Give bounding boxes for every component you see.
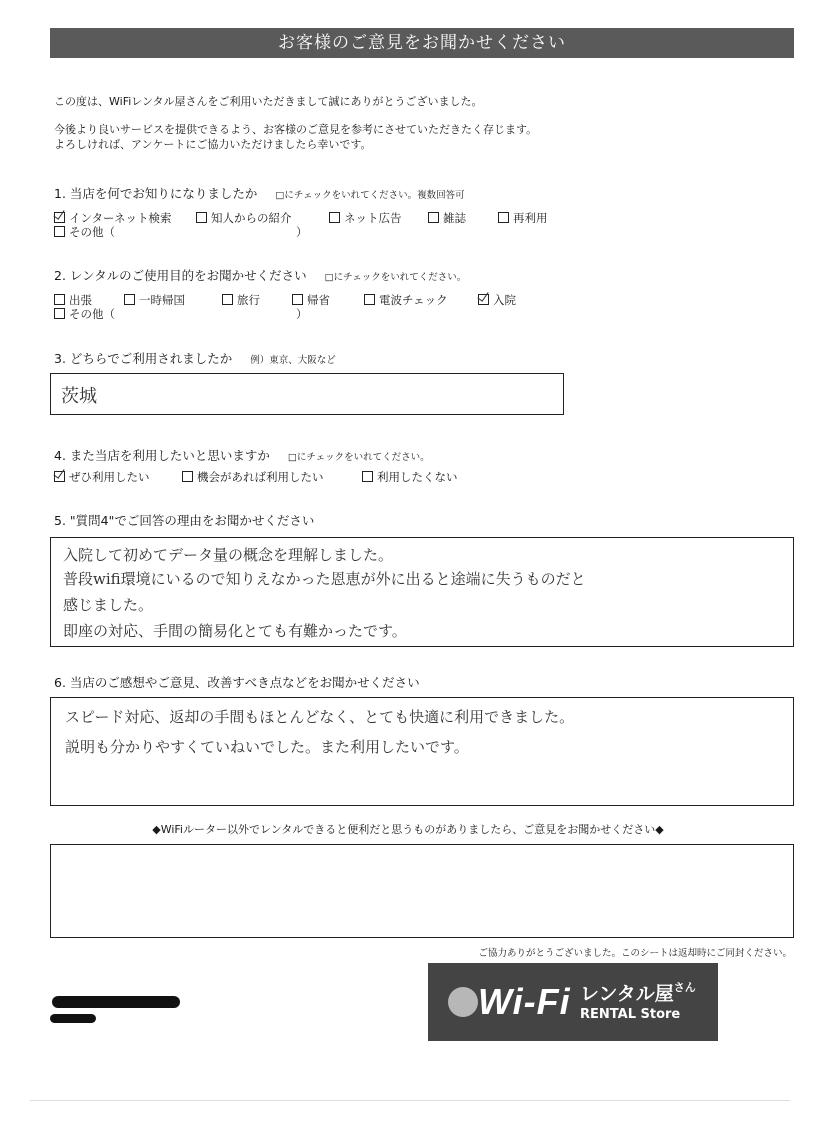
q4-option-definitely[interactable]: ぜひ利用したい — [54, 469, 150, 485]
q1-title: 1. 当店を何でお知りになりましたか — [54, 186, 258, 201]
q5-answer-line: 感じました。 — [63, 596, 154, 614]
bottom-rule — [30, 1100, 790, 1101]
checkbox-icon[interactable] — [362, 471, 373, 482]
checkbox-icon[interactable] — [222, 294, 233, 305]
q6-answer-line: 説明も分かりやすくていねいでした。また利用したいです。 — [65, 738, 469, 756]
q7-answer-box[interactable] — [50, 844, 794, 938]
q1-note: □にチェックをいれてください。複数回答可 — [275, 190, 465, 201]
checkbox-icon[interactable] — [196, 212, 207, 223]
q4-option-maybe[interactable]: 機会があれば利用したい — [182, 469, 324, 485]
q2-option-other[interactable]: その他（ — [54, 306, 115, 322]
checkbox-icon[interactable] — [182, 471, 193, 482]
logo-wifi-text: Wi-Fi — [478, 981, 571, 1022]
q1-option-internet[interactable]: インターネット検索 — [54, 210, 171, 226]
q6-answer-line: スピード対応、返却の手間もほとんどなく、とても快適に利用できました。 — [65, 708, 575, 726]
checkbox-icon[interactable] — [428, 212, 439, 223]
q1-other-close: ） — [296, 225, 308, 239]
brand-logo — [428, 963, 718, 1041]
q4-title: 4. また当店を利用したいと思いますか — [54, 448, 270, 463]
q6-answer-box[interactable] — [50, 697, 794, 806]
q5-answer-line: 入院して初めてデータ量の概念を理解しました。 — [63, 546, 394, 564]
q1-option-reuse[interactable]: 再利用 — [498, 210, 548, 226]
q2-option-visit-home[interactable]: 帰省 — [292, 292, 330, 308]
logo-en-text: RENTAL Store — [580, 1007, 681, 1022]
q2-option-business[interactable]: 出張 — [54, 292, 92, 308]
checkbox-icon[interactable] — [364, 294, 375, 305]
q7-title: ◆WiFiルーター以外でレンタルできると便利だと思うものがありましたら、ご意見をお聞かせください◆ — [152, 823, 664, 836]
checkbox-checked-icon[interactable] — [54, 471, 65, 482]
q5-answer-line: 即座の対応、手間の簡易化とても有難かったです。 — [63, 622, 407, 640]
q1-option-referral[interactable]: 知人からの紹介 — [196, 210, 292, 226]
q1-option-other[interactable]: その他（ — [54, 224, 115, 240]
intro-request: よろしければ、アンケートにご協力いただけましたら幸いです。 — [54, 138, 372, 151]
logo-jp-text: レンタル屋$^{さん}$ — [580, 981, 696, 1005]
q2-option-travel[interactable]: 旅行 — [222, 292, 260, 308]
checkbox-icon[interactable] — [292, 294, 303, 305]
q4-option-no[interactable]: 利用したくない — [362, 469, 458, 485]
q3-answer-box[interactable] — [50, 373, 564, 415]
q2-note: □にチェックをいれてください。 — [324, 272, 467, 283]
q3-note: 例）東京、大阪など — [250, 355, 336, 366]
q2-title: 2. レンタルのご使用目的をお聞かせください — [54, 268, 307, 283]
q5-answer-line: 普段wifi環境にいるので知りえなかった恩恵が外に出ると途端に失うものだと — [63, 570, 586, 588]
intro-purpose: 今後より良いサービスを提供できるよう、お客様のご意見を参考にさせていただきたく存じます。 — [54, 123, 538, 136]
q2-option-homecoming[interactable]: 一時帰国 — [124, 292, 185, 308]
q3-answer: 茨城 — [61, 386, 97, 407]
footer-thanks: ご協力ありがとうございました。このシートは返却時にご同封ください。 — [478, 948, 792, 959]
q2-heading — [54, 265, 466, 284]
q5-title: 5. "質問4"でご回答の理由をお聞かせください — [54, 513, 315, 528]
checkbox-icon[interactable] — [498, 212, 509, 223]
q2-option-signal-check[interactable]: 電波チェック — [364, 292, 448, 308]
checkbox-checked-icon[interactable] — [478, 294, 489, 305]
checkbox-icon[interactable] — [54, 294, 65, 305]
checkbox-icon[interactable] — [329, 212, 340, 223]
q1-option-magazine[interactable]: 雑誌 — [428, 210, 466, 226]
redacted-id-bar — [52, 996, 180, 1008]
mascot-icon — [448, 987, 478, 1017]
checkbox-icon[interactable] — [124, 294, 135, 305]
checkbox-checked-icon[interactable] — [54, 212, 65, 223]
checkbox-icon[interactable] — [54, 308, 65, 319]
q3-title: 3. どちらでご利用されましたか — [54, 351, 233, 366]
q5-answer-box[interactable] — [50, 537, 794, 647]
q2-option-hospital[interactable]: 入院 — [478, 292, 516, 308]
checkbox-icon[interactable] — [54, 226, 65, 237]
q2-other-close: ） — [296, 307, 308, 321]
q4-note: □にチェックをいれてください。 — [287, 452, 430, 463]
intro-thanks: この度は、WiFiレンタル屋さんをご利用いただきまして誠にありがとうございました。 — [54, 95, 483, 108]
q3-heading — [54, 348, 336, 367]
q1-option-ad[interactable]: ネット広告 — [329, 210, 402, 226]
page-title: お客様のご意見をお聞かせください — [50, 28, 794, 58]
redacted-name-bar — [50, 1014, 96, 1023]
q6-title: 6. 当店のご感想やご意見、改善すべき点などをお聞かせください — [54, 675, 420, 690]
q4-heading — [54, 445, 430, 464]
q1-heading — [54, 183, 465, 202]
